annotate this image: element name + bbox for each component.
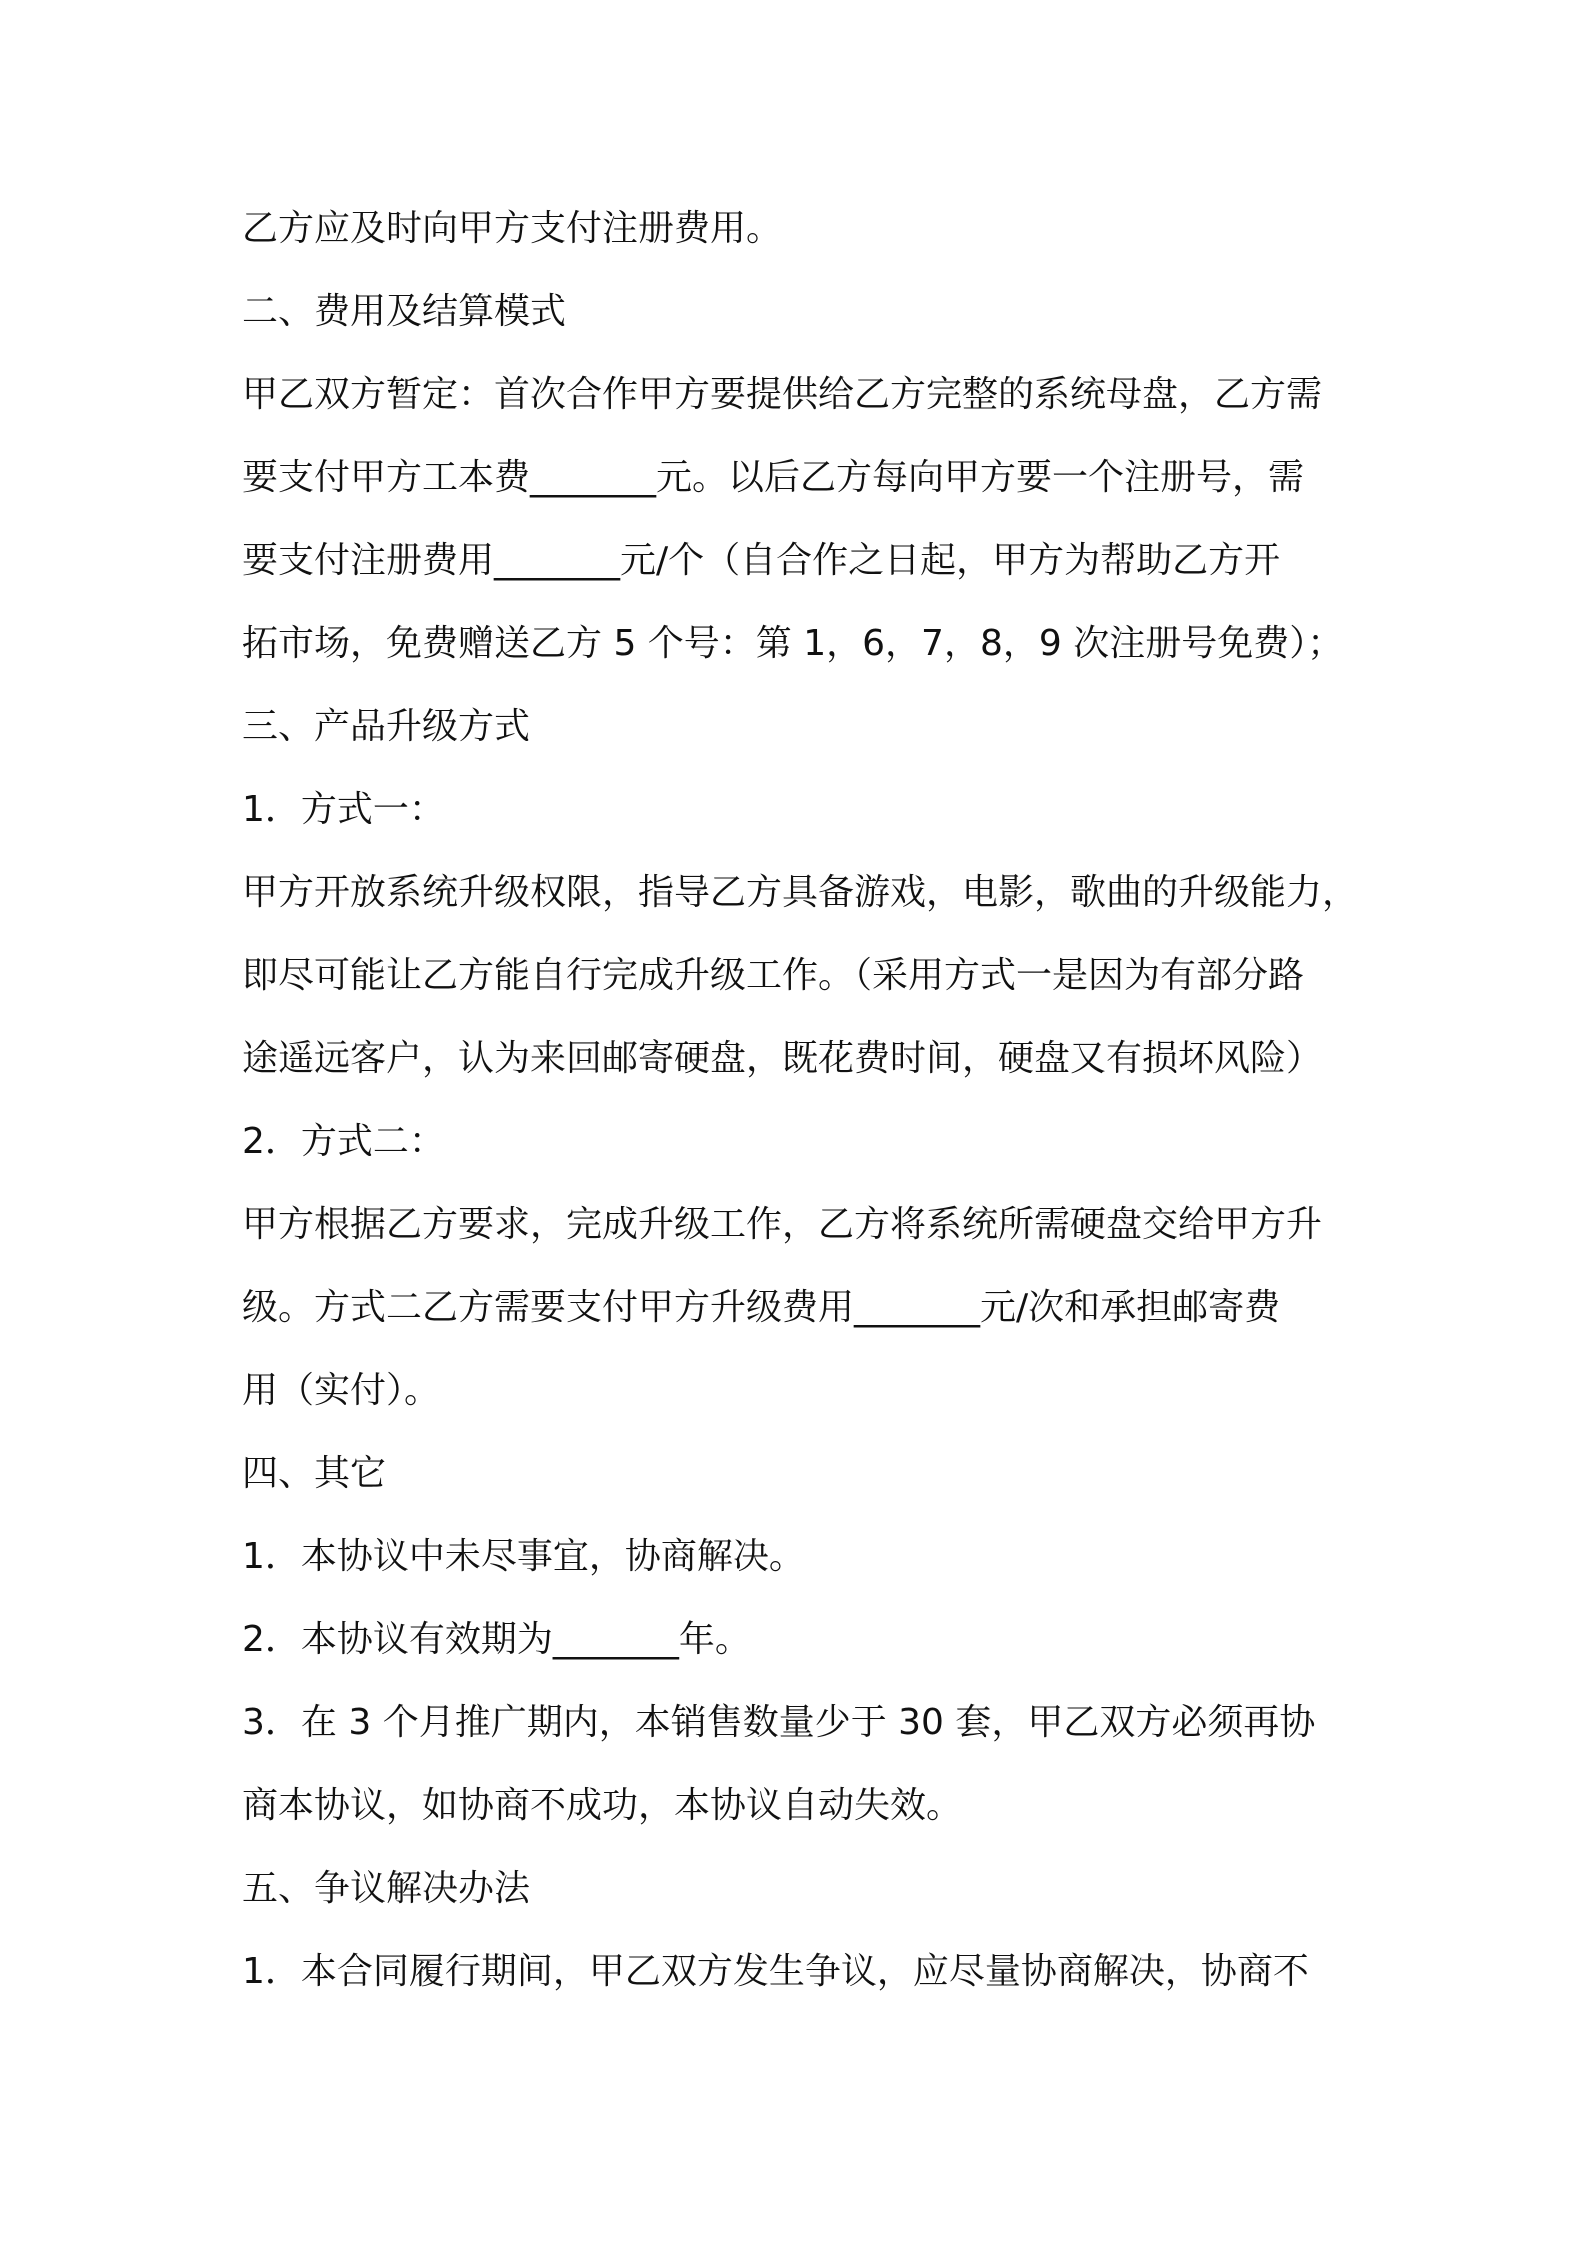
list-item: 1．本协议中未尽事宜，协商解决。 [242, 1536, 805, 1577]
paragraph-line: 商本协议，如协商不成功，本协议自动失效。 [242, 1785, 963, 1826]
paragraph-line: 要支付注册费用_______元/个（自合作之日起，甲方为帮助乙方开 [242, 540, 1281, 581]
list-item: 1．本合同履行期间，甲乙双方发生争议，应尽量协商解决，协商不 [242, 1951, 1309, 1992]
paragraph-line: 甲方开放系统升级权限，指导乙方具备游戏，电影，歌曲的升级能力， [242, 872, 1359, 913]
section-heading-dispute: 五、争议解决办法 [242, 1868, 531, 1909]
list-item: 2．本协议有效期为_______年。 [242, 1619, 751, 1660]
section-heading-other: 四、其它 [242, 1453, 387, 1494]
paragraph-line: 途遥远客户，认为来回邮寄硬盘，既花费时间，硬盘又有损坏风险） [242, 1038, 1323, 1079]
paragraph-line: 即尽可能让乙方能自行完成升级工作。（采用方式一是因为有部分路 [242, 955, 1305, 996]
section-heading-fees: 二、费用及结算模式 [242, 291, 567, 332]
paragraph-line: 甲乙双方暂定：首次合作甲方要提供给乙方完整的系统母盘，乙方需 [242, 374, 1323, 415]
line-payment-note: 乙方应及时向甲方支付注册费用。 [242, 208, 783, 249]
paragraph-line: 甲方根据乙方要求，完成升级工作，乙方将系统所需硬盘交给甲方升 [242, 1204, 1323, 1245]
paragraph-line: 拓市场，免费赠送乙方 5 个号：第 1，6，7，8，9 次注册号免费）； [242, 623, 1344, 664]
section-heading-upgrade: 三、产品升级方式 [242, 706, 531, 747]
paragraph-line: 要支付甲方工本费_______元。以后乙方每向甲方要一个注册号，需 [242, 457, 1305, 498]
list-item: 3．在 3 个月推广期内，本销售数量少于 30 套，甲乙双方必须再协 [242, 1702, 1316, 1743]
subheading-method-one: 1．方式一： [242, 789, 445, 830]
paragraph-line: 级。方式二乙方需要支付甲方升级费用_______元/次和承担邮寄费 [242, 1287, 1281, 1328]
paragraph-line: 用（实付）。 [242, 1370, 441, 1411]
subheading-method-two: 2．方式二： [242, 1121, 445, 1162]
